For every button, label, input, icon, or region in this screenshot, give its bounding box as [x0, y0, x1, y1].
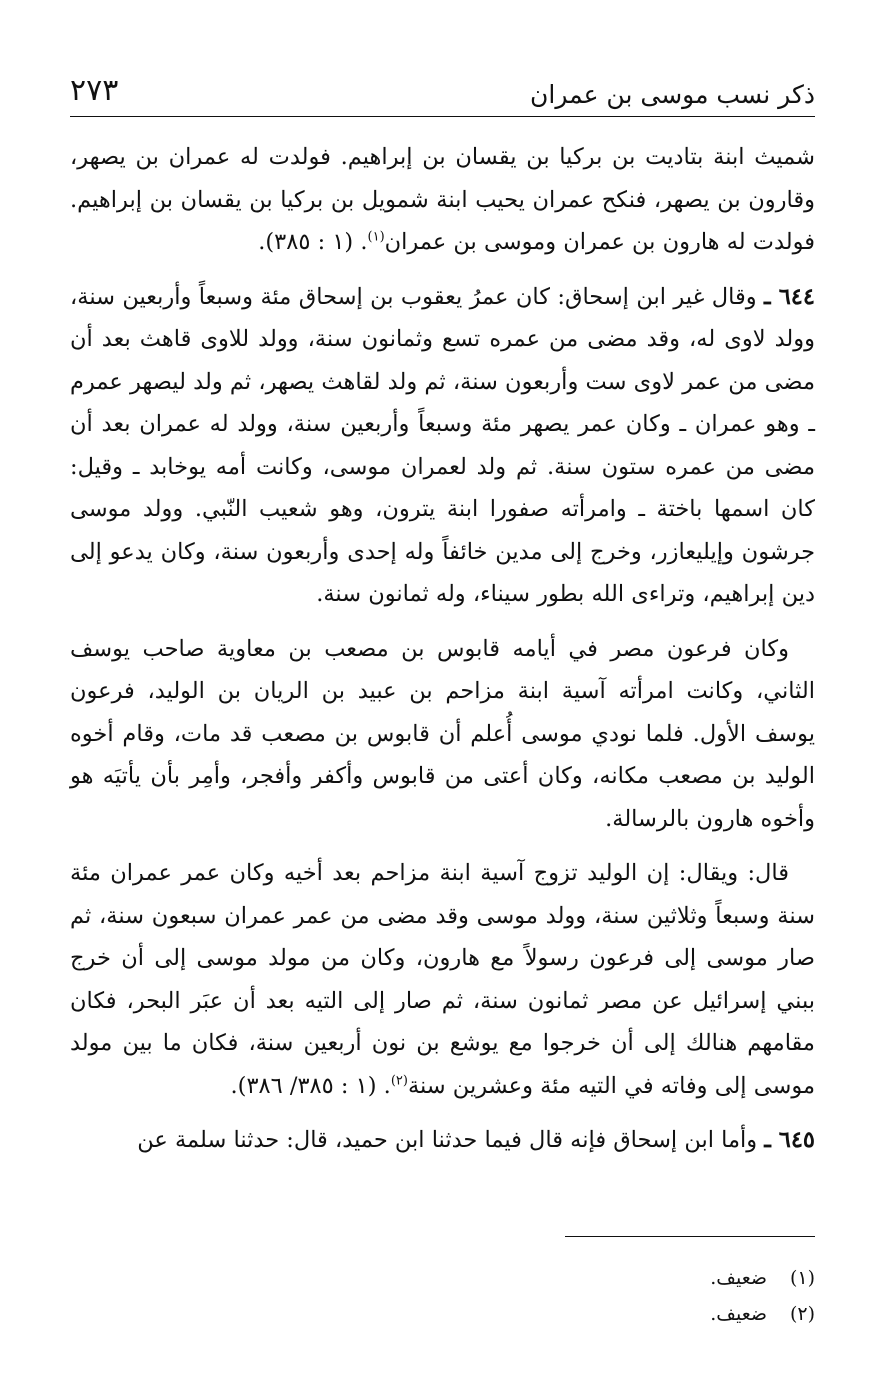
paragraph-text: وأما ابن إسحاق فإنه قال فيما حدثنا ابن حميد، قال: حدثنا سلمة عن: [137, 1127, 758, 1153]
paragraph-3: [70, 628, 815, 841]
paragraph-644: [70, 276, 815, 616]
paragraph-text: وقال غير ابن إسحاق: كان عمرُ يعقوب بن إسحاق مئة وسبعاً وأربعين سنة، وولد لاوى له، وقد مضى من عمره تسع وثمانون سنة، وولد للاوى قاهث بعد أن مضى من عمر لاوى ست وأربعون سنة، ثم ولد لقاهث يصهر، ثم ولد ليصهر عمرم ـ وهو عمران ـ وكان عمر يصهر مئة وسبعاً وأربعين سنة، وولد له عمران بعد أن مضى من عمره ستون سنة. ثم ولد لعمران موسى، وكانت أمه يوخابد ـ وقيل: كان اسمها باختة ـ وامرأته صفورا ابنة يترون، وهو شعيب النّبي. وولد موسى جرشون وإيليعازر، وخرج إلى مدين خائفاً وله إحدى وأربعون سنة، وكان يدعو إلى دين إبراهيم، وتراءى الله بطور سيناء، وله ثمانون سنة.: [70, 283, 815, 607]
footnote-2: [415, 1296, 815, 1332]
paragraph-645: [70, 1119, 815, 1162]
footnote-number: (١): [789, 1267, 815, 1289]
footnote-divider: [565, 1236, 815, 1237]
paragraph-text: قال: ويقال: إن الوليد تزوج آسية ابنة مزاحم بعد أخيه وكان عمر عمران مئة سنة وسبعاً وثلاثين سنة، وولد موسى وقد مضى من عمر عمران سبعون سنة، ثم صار موسى إلى فرعون رسولاً مع هارون، وكان من مولد موسى إلى أن خرج ببني إسرائيل عن مصر ثمانون سنة، ثم صار إلى التيه بعد أن عبَر البحر، فكان مقامهم هنالك إلى أن خرجوا مع يوشع بن نون أربعين سنة، فكان ما بين مولد موسى إلى وفاته في التيه مئة وعشرين سنة: [70, 860, 815, 1099]
paragraph-number: ٦٤٥ ـ: [764, 1127, 815, 1153]
citation: . (١ : ٣٨٥/ ٣٨٦).: [230, 1072, 391, 1099]
paragraph-1: [70, 136, 815, 264]
footnote-number: (٢): [789, 1303, 815, 1325]
citation: . (١ : ٣٨٥).: [258, 229, 368, 255]
footnote-1: [415, 1260, 815, 1296]
footnote-text: ضعيف.: [710, 1303, 767, 1325]
footnote-ref-1[interactable]: (١): [367, 229, 385, 245]
page-header: [70, 72, 815, 117]
footnote-text: ضعيف.: [710, 1267, 767, 1289]
page-number: ٢٧٣: [70, 73, 119, 108]
running-title: ذكر نسب موسى بن عمران: [530, 80, 815, 109]
body-text: [70, 136, 815, 1174]
footnote-ref-2[interactable]: (٢): [390, 1073, 408, 1088]
paragraph-number: ٦٤٤ ـ: [764, 283, 815, 310]
paragraph-4: [70, 852, 815, 1107]
footnotes: [415, 1260, 815, 1332]
paragraph-text: شميث ابنة بتاديت بن بركيا بن يقسان بن إبراهيم. فولدت له عمران بن يصهر، وقارون بن يصهر، فنكح عمران يحيب ابنة شمويل بن بركيا بن يقسان بن إبراهيم. فولدت له هارون بن عمران وموسى بن عمران: [70, 144, 815, 255]
paragraph-text: وكان فرعون مصر في أيامه قابوس بن مصعب بن معاوية صاحب يوسف الثاني، وكانت امرأته آسية ابنة مزاحم بن عبيد بن الريان بن الوليد، فرعون يوسف الأول. فلما نودي موسى أُعلم أن قابوس بن مصعب قد مات، وقام أخوه الوليد بن مصعب مكانه، وكان أعتى من قابوس وأكفر وأفجر، وأمِر بأن يأتيَه هو وأخوه هارون بالرسالة.: [70, 635, 815, 832]
